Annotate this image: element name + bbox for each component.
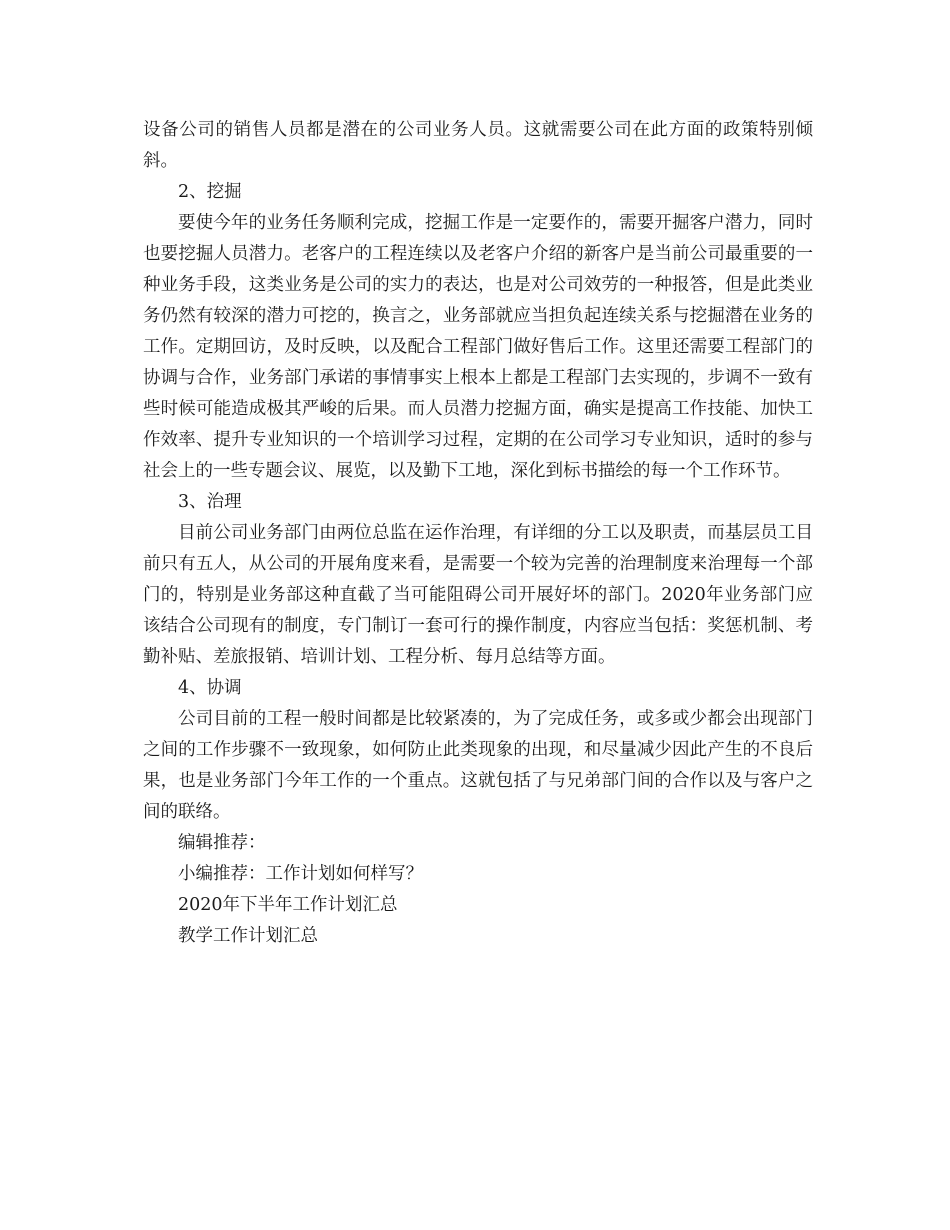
paragraph-management: 目前公司业务部门由两位总监在运作治理，有详细的分工以及职责，而基层员工目前只有五人，从公司的开展角度来看，是需要一个较为完善的治理制度来治理每一个部门的，特别是业务部这种直截了当可能阻碍公司开展好坏的部门。2020年业务部门应该结合公司现有的制度，专门制订一套可行的操作制度，内容应当包括：奖惩机制、考勤补贴、差旅报销、培训计划、工程分析、每月总结等方面。 bbox=[143, 523, 813, 667]
recommend-link-work-plan[interactable]: 小编推荐：工作计划如何样写？ bbox=[178, 864, 423, 884]
section-heading-coordination: 4、协调 bbox=[178, 678, 242, 698]
paragraph-continuation: 设备公司的销售人员都是潜在的公司业务人员。这就需要公司在此方面的政策特别倾斜。 bbox=[143, 120, 813, 171]
document-body bbox=[143, 115, 813, 952]
section-heading-mining: 2、挖掘 bbox=[178, 182, 242, 202]
recommend-link-half-year-plan[interactable]: 2020年下半年工作计划汇总 bbox=[178, 895, 398, 915]
section-heading-management: 3、治理 bbox=[178, 492, 242, 512]
recommend-link-teaching-plan[interactable]: 教学工作计划汇总 bbox=[178, 926, 318, 946]
paragraph-coordination: 公司目前的工程一般时间都是比较紧凑的，为了完成任务，或多或少都会出现部门之间的工作步骤不一致现象，如何防止此类现象的出现，和尽量减少因此产生的不良后果，也是业务部门今年工作的一个重点。这就包括了与兄弟部门间的合作以及与客户之间的联络。 bbox=[143, 709, 813, 822]
editor-recommend-label: 编辑推荐： bbox=[178, 833, 266, 853]
paragraph-mining: 要使今年的业务任务顺利完成，挖掘工作是一定要作的，需要开掘客户潜力，同时也要挖掘人员潜力。老客户的工程连续以及老客户介绍的新客户是当前公司最重要的一种业务手段，这类业务是公司的实力的表达，也是对公司效劳的一种报答，但是此类业务仍然有较深的潜力可挖的，换言之，业务部就应当担负起连续关系与挖掘潜在业务的工作。定期回访，及时反映，以及配合工程部门做好售后工作。这里还需要工程部门的协调与合作，业务部门承诺的事情事实上根本上都是工程部门去实现的，步调不一致有些时候可能造成极其严峻的后果。而人员潜力挖掘方面，确实是提高工作技能、加快工作效率、提升专业知识的一个培训学习过程，定期的在公司学习专业知识，适时的参与社会上的一些专题会议、展览，以及勤下工地，深化到标书描绘的每一个工作环节。 bbox=[143, 213, 813, 481]
